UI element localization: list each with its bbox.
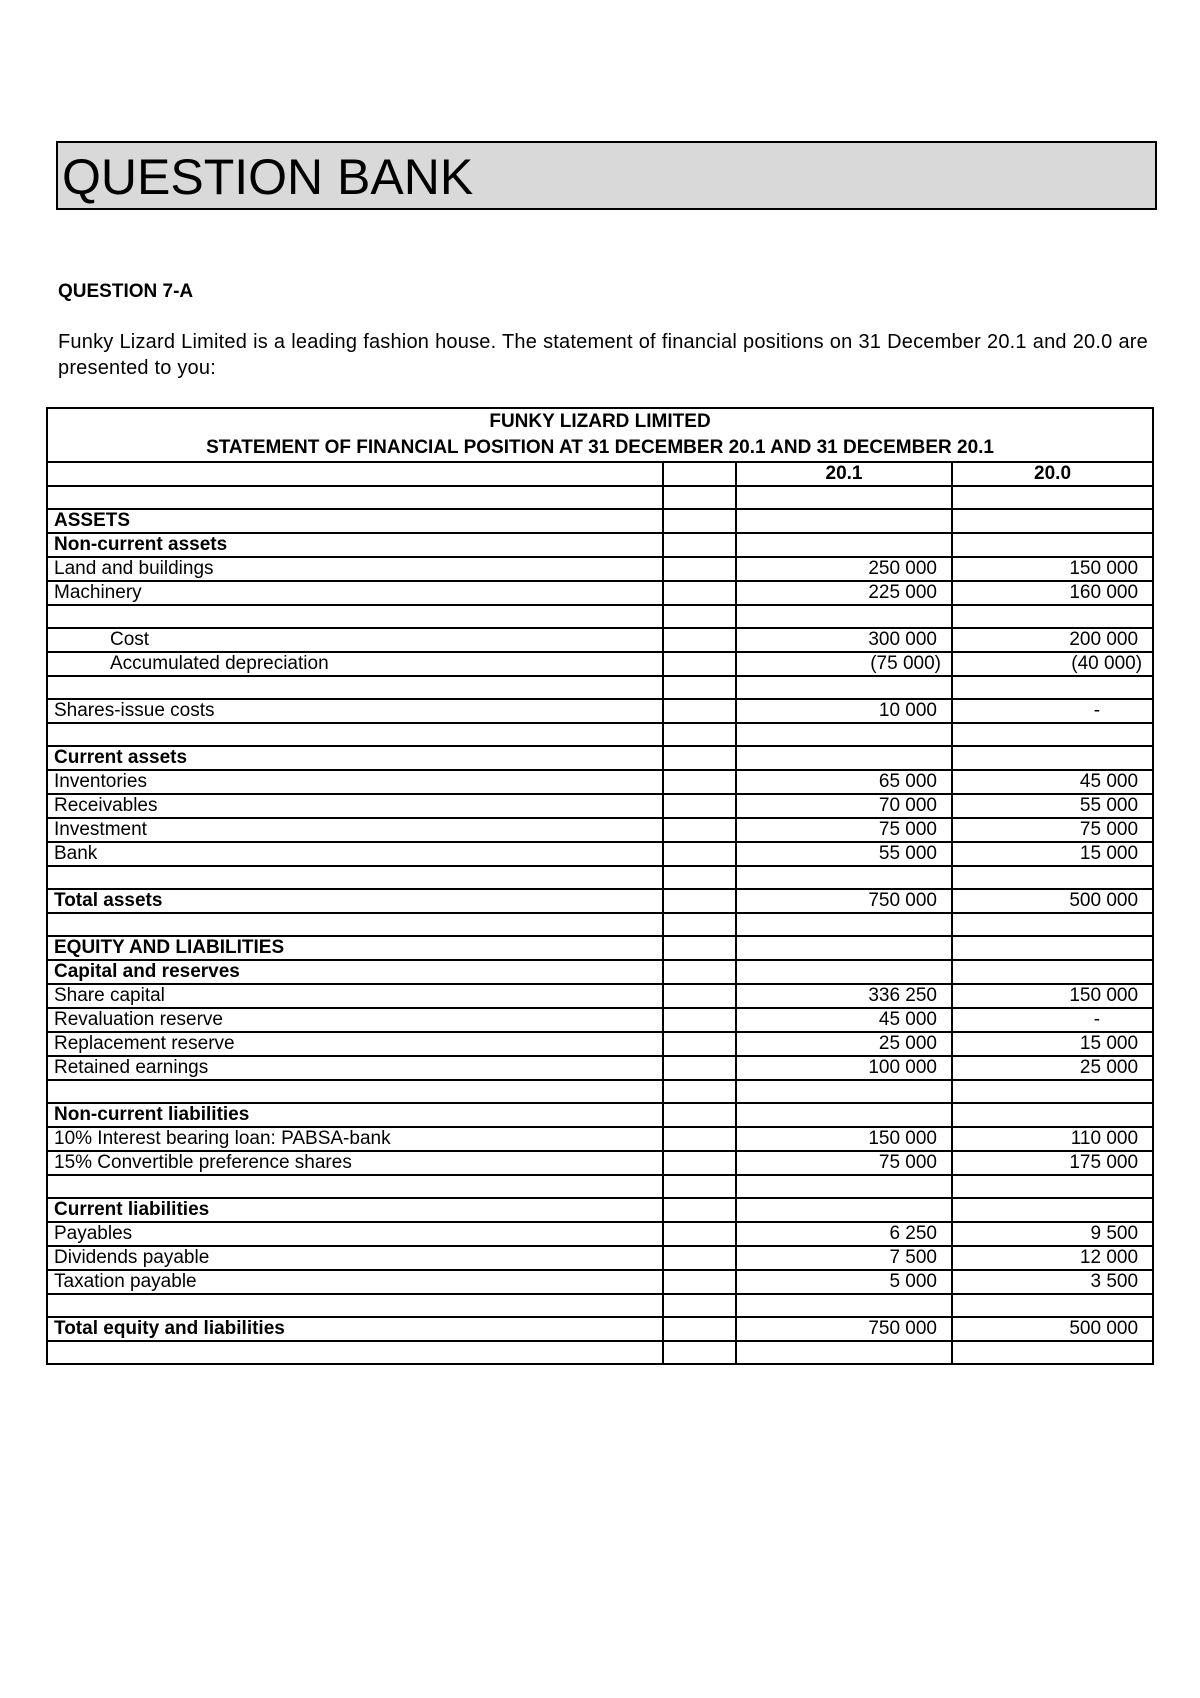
value-20-0: [952, 746, 1153, 770]
row-note-cell: [663, 1008, 736, 1032]
value-20-0: 3 500: [952, 1270, 1153, 1294]
row-label: [47, 486, 663, 509]
row-note-cell: [663, 557, 736, 581]
table-row: [47, 509, 1153, 533]
table-row: [47, 960, 1153, 984]
value-20-1: [736, 509, 952, 533]
table-row: [47, 1270, 1153, 1294]
statement-title: STATEMENT OF FINANCIAL POSITION AT 31 DECEMBER 20.1 AND 31 DECEMBER 20.1: [206, 437, 994, 458]
value-20-0: -: [952, 699, 1153, 723]
value-20-0: 15 000: [952, 1032, 1153, 1056]
table-row-blank: [47, 723, 1153, 746]
value-20-1: [736, 960, 952, 984]
row-label: [47, 913, 663, 936]
value-20-0: 110 000: [952, 1127, 1153, 1151]
value-20-1: 75 000: [736, 1151, 952, 1175]
row-label: [47, 723, 663, 746]
row-label: Current liabilities: [47, 1198, 663, 1222]
column-header-20-0: 20.0: [952, 462, 1153, 486]
row-note-cell: [663, 866, 736, 889]
table-row: [47, 628, 1153, 652]
value-20-1: 55 000: [736, 842, 952, 866]
row-note-cell: [663, 770, 736, 794]
value-20-1: 45 000: [736, 1008, 952, 1032]
row-label: [47, 1341, 663, 1364]
table-row: [47, 533, 1153, 557]
value-20-1: 750 000: [736, 889, 952, 913]
row-note-cell: [663, 1341, 736, 1364]
value-20-0: 75 000: [952, 818, 1153, 842]
row-label: Investment: [47, 818, 663, 842]
question-label: QUESTION 7-A: [58, 281, 194, 302]
table-row: [47, 1151, 1153, 1175]
row-note-cell: [663, 984, 736, 1008]
row-note-cell: [663, 486, 736, 509]
row-note-cell: [663, 1270, 736, 1294]
row-note-cell: [663, 699, 736, 723]
row-label: Non-current liabilities: [47, 1103, 663, 1127]
value-20-1: [736, 676, 952, 699]
row-label: Bank: [47, 842, 663, 866]
row-note-cell: [663, 960, 736, 984]
row-note-cell: [663, 1127, 736, 1151]
row-note-cell: [663, 652, 736, 676]
row-note-cell: [663, 628, 736, 652]
row-note-cell: [663, 936, 736, 960]
value-20-0: [952, 1103, 1153, 1127]
value-20-0: 45 000: [952, 770, 1153, 794]
value-20-0: [952, 1198, 1153, 1222]
column-header-row: [47, 462, 1153, 486]
company-name: FUNKY LIZARD LIMITED: [489, 411, 711, 432]
table-row: [47, 1198, 1153, 1222]
value-20-1: 7 500: [736, 1246, 952, 1270]
row-label: Payables: [47, 1222, 663, 1246]
value-20-1: [736, 866, 952, 889]
table-row: [47, 1008, 1153, 1032]
row-note-cell: [663, 1080, 736, 1103]
row-label: [47, 676, 663, 699]
value-20-1: 150 000: [736, 1127, 952, 1151]
row-label: Revaluation reserve: [47, 1008, 663, 1032]
row-note-cell: [663, 1317, 736, 1341]
table-row-blank: [47, 1294, 1153, 1317]
value-20-0: [952, 723, 1153, 746]
row-label: Current assets: [47, 746, 663, 770]
value-20-0: 150 000: [952, 557, 1153, 581]
row-label: Receivables: [47, 794, 663, 818]
value-20-0: [952, 1175, 1153, 1198]
table-row-blank: [47, 486, 1153, 509]
header-blank-note: [663, 462, 736, 486]
statement-header-row: [47, 408, 1153, 462]
value-20-1: 5 000: [736, 1270, 952, 1294]
row-note-cell: [663, 509, 736, 533]
table-row-blank: [47, 676, 1153, 699]
table-row-blank: [47, 866, 1153, 889]
row-note-cell: [663, 1056, 736, 1080]
value-20-1: [736, 605, 952, 628]
table-row: [47, 581, 1153, 605]
value-20-0: 160 000: [952, 581, 1153, 605]
question-intro: Funky Lizard Limited is a leading fashion house. The statement of financial positions on 31 December 20.1 and 20.0 are presented to you:: [58, 331, 1148, 379]
table-row: [47, 1127, 1153, 1151]
table-row: [47, 984, 1153, 1008]
value-20-1: 6 250: [736, 1222, 952, 1246]
table-row: [47, 1246, 1153, 1270]
row-note-cell: [663, 1103, 736, 1127]
row-note-cell: [663, 889, 736, 913]
value-20-1: 100 000: [736, 1056, 952, 1080]
row-label: [47, 605, 663, 628]
value-20-1: [736, 486, 952, 509]
value-20-0: [952, 913, 1153, 936]
value-20-1: [736, 1175, 952, 1198]
row-label: [47, 1294, 663, 1317]
question-bank-banner: [56, 141, 1157, 210]
value-20-0: [952, 866, 1153, 889]
row-note-cell: [663, 794, 736, 818]
value-20-1: 300 000: [736, 628, 952, 652]
value-20-1: [736, 1080, 952, 1103]
value-20-0: 15 000: [952, 842, 1153, 866]
row-note-cell: [663, 581, 736, 605]
row-note-cell: [663, 746, 736, 770]
value-20-1: 750 000: [736, 1317, 952, 1341]
value-20-0: [952, 1341, 1153, 1364]
row-note-cell: [663, 676, 736, 699]
row-label: 15% Convertible preference shares: [47, 1151, 663, 1175]
row-label: [47, 1175, 663, 1198]
row-label: Taxation payable: [47, 1270, 663, 1294]
table-row-blank: [47, 1080, 1153, 1103]
table-row-blank: [47, 605, 1153, 628]
value-20-1: [736, 1103, 952, 1127]
value-20-0: [952, 960, 1153, 984]
value-20-1: 75 000: [736, 818, 952, 842]
value-20-1: [736, 1341, 952, 1364]
value-20-1: 225 000: [736, 581, 952, 605]
value-20-0: (40 000): [952, 652, 1153, 676]
column-header-20-1: 20.1: [736, 462, 952, 486]
value-20-1: [736, 1294, 952, 1317]
value-20-1: (75 000): [736, 652, 952, 676]
table-row: [47, 557, 1153, 581]
value-20-0: [952, 509, 1153, 533]
value-20-0: 200 000: [952, 628, 1153, 652]
row-label: 10% Interest bearing loan: PABSA-bank: [47, 1127, 663, 1151]
value-20-0: 25 000: [952, 1056, 1153, 1080]
table-row: [47, 746, 1153, 770]
value-20-0: 500 000: [952, 889, 1153, 913]
financial-statement-table: [46, 407, 1154, 1365]
value-20-0: 9 500: [952, 1222, 1153, 1246]
row-note-cell: [663, 1222, 736, 1246]
value-20-0: 55 000: [952, 794, 1153, 818]
value-20-1: [736, 723, 952, 746]
table-row: [47, 936, 1153, 960]
value-20-0: 175 000: [952, 1151, 1153, 1175]
row-note-cell: [663, 723, 736, 746]
value-20-1: 10 000: [736, 699, 952, 723]
value-20-1: 25 000: [736, 1032, 952, 1056]
row-label: [47, 866, 663, 889]
row-label: Cost: [47, 628, 663, 652]
table-row: [47, 699, 1153, 723]
row-label: [47, 1080, 663, 1103]
value-20-0: [952, 486, 1153, 509]
row-note-cell: [663, 818, 736, 842]
table-row: [47, 1317, 1153, 1341]
table-row: [47, 889, 1153, 913]
value-20-0: [952, 533, 1153, 557]
table-row: [47, 794, 1153, 818]
table-row: [47, 1222, 1153, 1246]
value-20-1: [736, 1198, 952, 1222]
row-label: Non-current assets: [47, 533, 663, 557]
value-20-0: 500 000: [952, 1317, 1153, 1341]
value-20-0: [952, 1080, 1153, 1103]
table-row-blank: [47, 1175, 1153, 1198]
table-row: [47, 652, 1153, 676]
row-note-cell: [663, 1032, 736, 1056]
table-row: [47, 842, 1153, 866]
row-label: Total assets: [47, 889, 663, 913]
value-20-0: [952, 605, 1153, 628]
row-label: Total equity and liabilities: [47, 1317, 663, 1341]
row-note-cell: [663, 1246, 736, 1270]
header-blank-label: [47, 462, 663, 486]
table-row: [47, 770, 1153, 794]
value-20-1: 65 000: [736, 770, 952, 794]
row-label: Retained earnings: [47, 1056, 663, 1080]
value-20-1: [736, 746, 952, 770]
row-label: Dividends payable: [47, 1246, 663, 1270]
value-20-1: [736, 936, 952, 960]
table-row: [47, 818, 1153, 842]
row-label: Accumulated depreciation: [47, 652, 663, 676]
value-20-1: 336 250: [736, 984, 952, 1008]
row-note-cell: [663, 533, 736, 557]
row-label: Land and buildings: [47, 557, 663, 581]
value-20-0: [952, 676, 1153, 699]
row-label: Share capital: [47, 984, 663, 1008]
row-label: EQUITY AND LIABILITIES: [47, 936, 663, 960]
row-label: Shares-issue costs: [47, 699, 663, 723]
table-row-blank: [47, 913, 1153, 936]
value-20-0: 12 000: [952, 1246, 1153, 1270]
row-note-cell: [663, 1294, 736, 1317]
value-20-1: 250 000: [736, 557, 952, 581]
row-note-cell: [663, 913, 736, 936]
table-row-blank: [47, 1341, 1153, 1364]
table-row: [47, 1056, 1153, 1080]
table-row: [47, 1103, 1153, 1127]
row-label: Machinery: [47, 581, 663, 605]
value-20-1: [736, 533, 952, 557]
row-label: Inventories: [47, 770, 663, 794]
value-20-1: 70 000: [736, 794, 952, 818]
page-title: QUESTION BANK: [62, 149, 474, 205]
table-row: [47, 1032, 1153, 1056]
row-label: Replacement reserve: [47, 1032, 663, 1056]
row-note-cell: [663, 842, 736, 866]
row-note-cell: [663, 1175, 736, 1198]
value-20-1: [736, 913, 952, 936]
row-label: ASSETS: [47, 509, 663, 533]
value-20-0: -: [952, 1008, 1153, 1032]
row-label: Capital and reserves: [47, 960, 663, 984]
value-20-0: 150 000: [952, 984, 1153, 1008]
row-note-cell: [663, 1151, 736, 1175]
value-20-0: [952, 1294, 1153, 1317]
value-20-0: [952, 936, 1153, 960]
row-note-cell: [663, 605, 736, 628]
statement-header: [47, 408, 1153, 462]
row-note-cell: [663, 1198, 736, 1222]
